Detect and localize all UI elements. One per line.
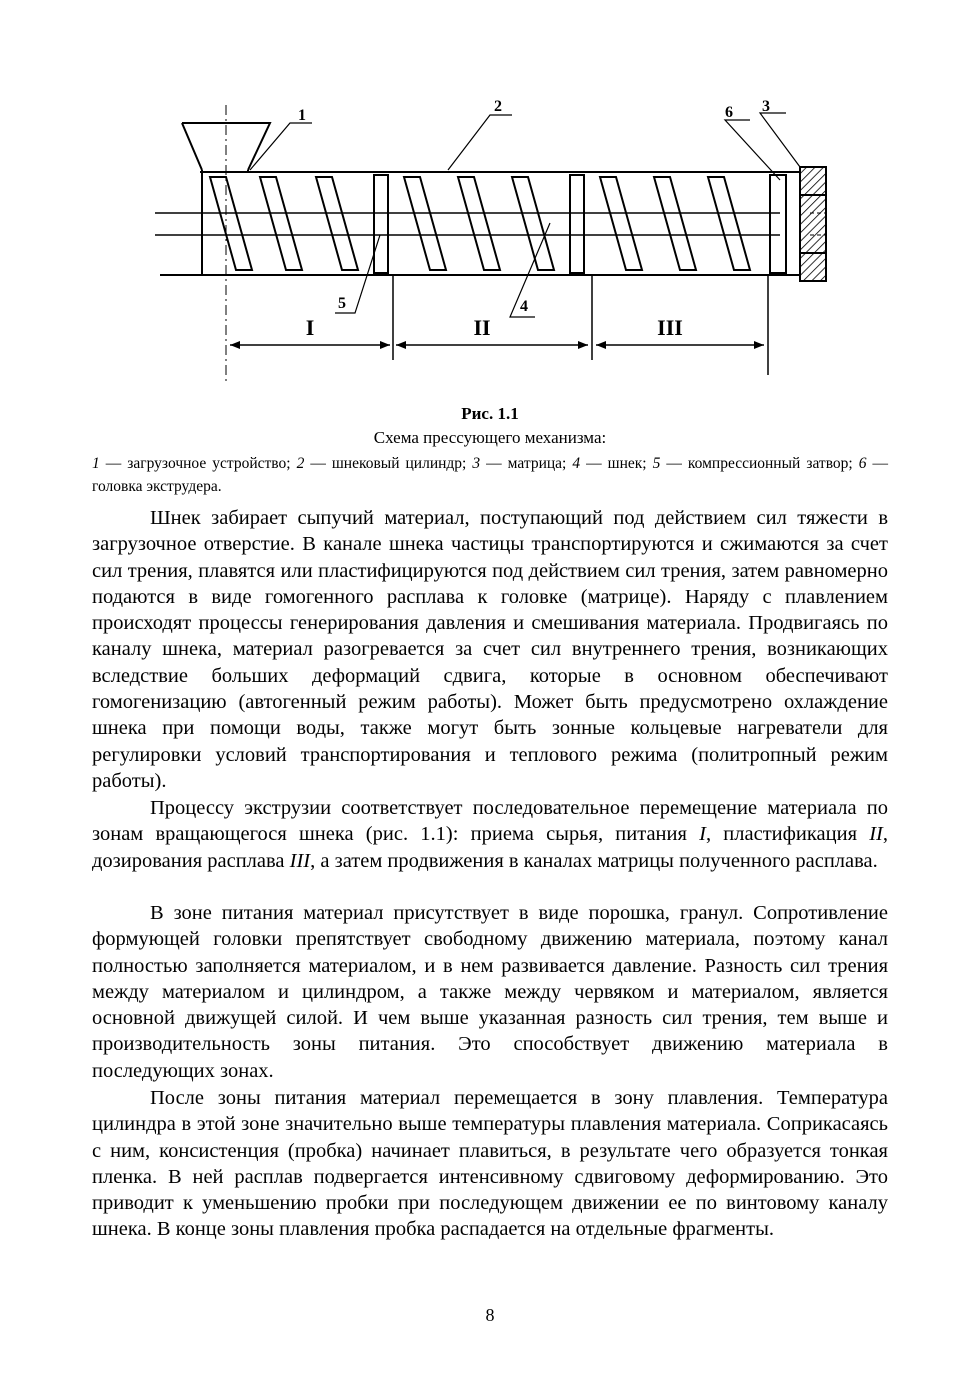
legend-text: — матрица; [480, 455, 573, 472]
paragraph-2-text: , пластификация [705, 823, 870, 846]
legend-num: 5 [652, 455, 661, 472]
paragraph-1: Шнек забирает сыпучий материал, поступающий под действием сил тяжести в загрузочное отверстие. В канале шнека частицы транспортируются и сжимаются за счет сил трения, плавятся или пластифицируются под действием сил трения, затем равномерно подаются в виде гомогенного расплава к головке (матрице). Наряду с плавлением происходят процессы генерирования давления и смешивания материала. Продвигаясь по каналу шнека, материал разогревается за счет сил внутреннего трения, возникающих вследствие больших деформаций сдвига, которые в основном обеспечивают гомогенизацию (автогенный режим работы). Может быть предусмотрено охлаждение шнека при помощи воды, также могут быть зонные кольцевые нагреватели для регулировки условий транспортирования и теплового режима (политропный режим работы). [92, 507, 888, 792]
paragraph-3: В зоне питания материал присутствует в виде порошка, гранул. Сопротивление формующей головки препятствует свободному движению материала, поэтому канал полностью заполняется материалом, и в нем развивается давление. Разность сил трения между материалом и цилиндром, а также между червяком и материалом, является основной движущей силой. И чем выше указанная разность сил трения, тем выше и производительность зоны питания. Это способствует движению материала в последующих зонах. [92, 902, 888, 1082]
callout-1: 1 [298, 107, 306, 124]
figure-caption-subtitle: Схема прессующего механизма: [373, 428, 607, 447]
figure-caption-title: Рис. 1.1 [461, 404, 519, 423]
zone-ref: I [699, 823, 706, 846]
zone-label-I: I [305, 315, 315, 340]
callout-2: 2 [494, 98, 502, 115]
legend-num: 1 [92, 455, 100, 472]
extruder-head [770, 175, 786, 273]
legend-text: — шнековый цилиндр; [304, 455, 473, 472]
paragraph-2-text: Процессу экструзии соответствует последовательное перемещение материала по зонам вращающегося шнека (рис. 1.1): приема сырья, питания [92, 797, 888, 846]
compression-gate [374, 175, 388, 273]
callout-3: 3 [762, 98, 770, 115]
legend-text: — головка экструдера. [92, 455, 888, 495]
legend-text: — загрузочное устройство; [99, 455, 297, 472]
zone-ref: II [869, 823, 883, 846]
legend-num: 2 [296, 455, 305, 472]
paragraph-2 [92, 795, 888, 874]
callout-6: 6 [725, 104, 733, 121]
paragraph-2-text: , дозирования расплава [92, 823, 888, 872]
legend-num: 6 [858, 455, 867, 472]
legend-text: — компрессионный затвор; [660, 455, 859, 472]
zone-ref: III [289, 849, 311, 872]
figure-legend [92, 452, 888, 498]
page-number: 8 [485, 1305, 495, 1325]
callout-5: 5 [338, 295, 346, 312]
paragraph-4: После зоны питания материал перемещается в зону плавления. Температура цилиндра в этой зоне значительно выше температуры плавления материала. Соприкасаясь с ним, консистенция (пробка) начинает плавиться, в результате чего образуется тонкая пленка. В ней расплав подвергается интенсивному сдвиговому деформированию. Это приводит к уменьшению пробки при последующем движении ее по винтовому каналу шнека. В конце зоны плавления пробка распадается на отдельные фрагменты. [92, 1087, 888, 1241]
legend-num: 3 [472, 455, 481, 472]
zone-label-III: III [657, 315, 683, 340]
die [800, 167, 826, 281]
legend-num: 4 [572, 455, 581, 472]
legend-text: — шнек; [580, 455, 653, 472]
paragraph-2-text: , а затем продвижения в каналах матрицы полученного расплава. [310, 849, 878, 872]
extruder-diagram [140, 95, 860, 395]
zone-label-II: II [473, 315, 491, 340]
callout-4: 4 [520, 298, 528, 315]
